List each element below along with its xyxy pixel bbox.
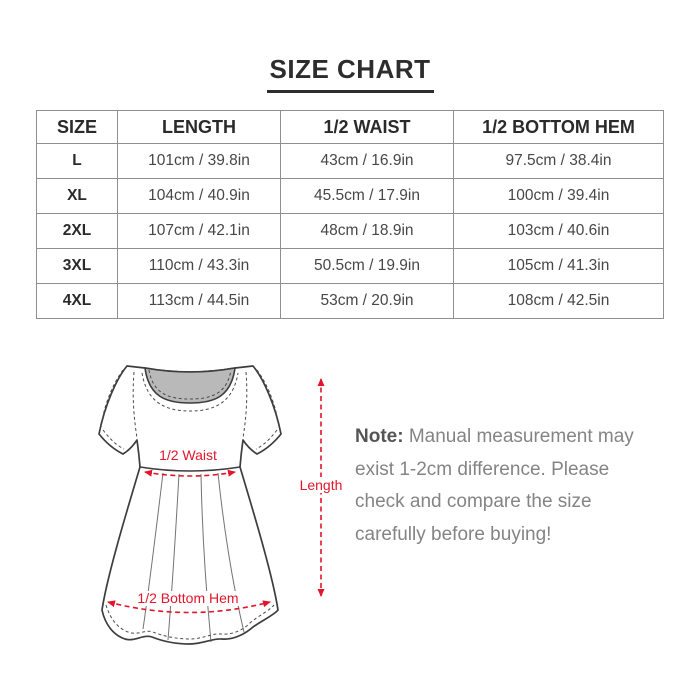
note-line-text: Manual measurement may xyxy=(408,426,634,447)
length-measure-label: Length xyxy=(299,477,343,493)
size-cell: L xyxy=(37,144,118,179)
length-cell: 107cm / 42.1in xyxy=(118,214,281,249)
table-row xyxy=(37,214,664,249)
bottom-hem-measure-label: 1/2 Bottom Hem xyxy=(137,590,239,606)
column-header-length: LENGTH xyxy=(118,111,281,144)
column-header-size: SIZE xyxy=(37,111,118,144)
column-header-half-waist: 1/2 WAIST xyxy=(281,111,454,144)
half-bottom-hem-cell: 103cm / 40.6in xyxy=(454,214,664,249)
half-waist-cell: 45.5cm / 17.9in xyxy=(281,179,454,214)
note-line: check and compare the size xyxy=(355,491,592,512)
dress-diagram xyxy=(55,352,345,664)
half-waist-cell: 53cm / 20.9in xyxy=(281,284,454,319)
length-cell: 101cm / 39.8in xyxy=(118,144,281,179)
table-row xyxy=(37,144,664,179)
table-row xyxy=(37,249,664,284)
half-bottom-hem-cell: 97.5cm / 38.4in xyxy=(454,144,664,179)
half-waist-cell: 48cm / 18.9in xyxy=(281,214,454,249)
half-waist-cell: 43cm / 16.9in xyxy=(281,144,454,179)
length-cell: 104cm / 40.9in xyxy=(118,179,281,214)
length-cell: 113cm / 44.5in xyxy=(118,284,281,319)
title-wrap xyxy=(0,54,700,93)
half-bottom-hem-cell: 105cm / 41.3in xyxy=(454,249,664,284)
note-line xyxy=(355,421,634,454)
table-header-row xyxy=(37,111,664,144)
note-text xyxy=(355,421,634,551)
size-cell: 2XL xyxy=(37,214,118,249)
note-label: Note: xyxy=(355,426,404,447)
table-row xyxy=(37,179,664,214)
half-bottom-hem-cell: 108cm / 42.5in xyxy=(454,284,664,319)
page-title: SIZE CHART xyxy=(267,54,434,93)
size-table xyxy=(36,110,664,319)
half-waist-cell: 50.5cm / 19.9in xyxy=(281,249,454,284)
half-bottom-hem-cell: 100cm / 39.4in xyxy=(454,179,664,214)
waist-measure-label: 1/2 Waist xyxy=(159,447,217,463)
length-cell: 110cm / 43.3in xyxy=(118,249,281,284)
note-line: exist 1-2cm difference. Please xyxy=(355,458,610,480)
column-header-half-bottom-hem: 1/2 BOTTOM HEM xyxy=(454,111,664,144)
table-row xyxy=(37,284,664,319)
size-cell: XL xyxy=(37,179,118,214)
size-cell: 3XL xyxy=(37,249,118,284)
note-line: carefully before buying! xyxy=(355,523,552,545)
size-cell: 4XL xyxy=(37,284,118,319)
